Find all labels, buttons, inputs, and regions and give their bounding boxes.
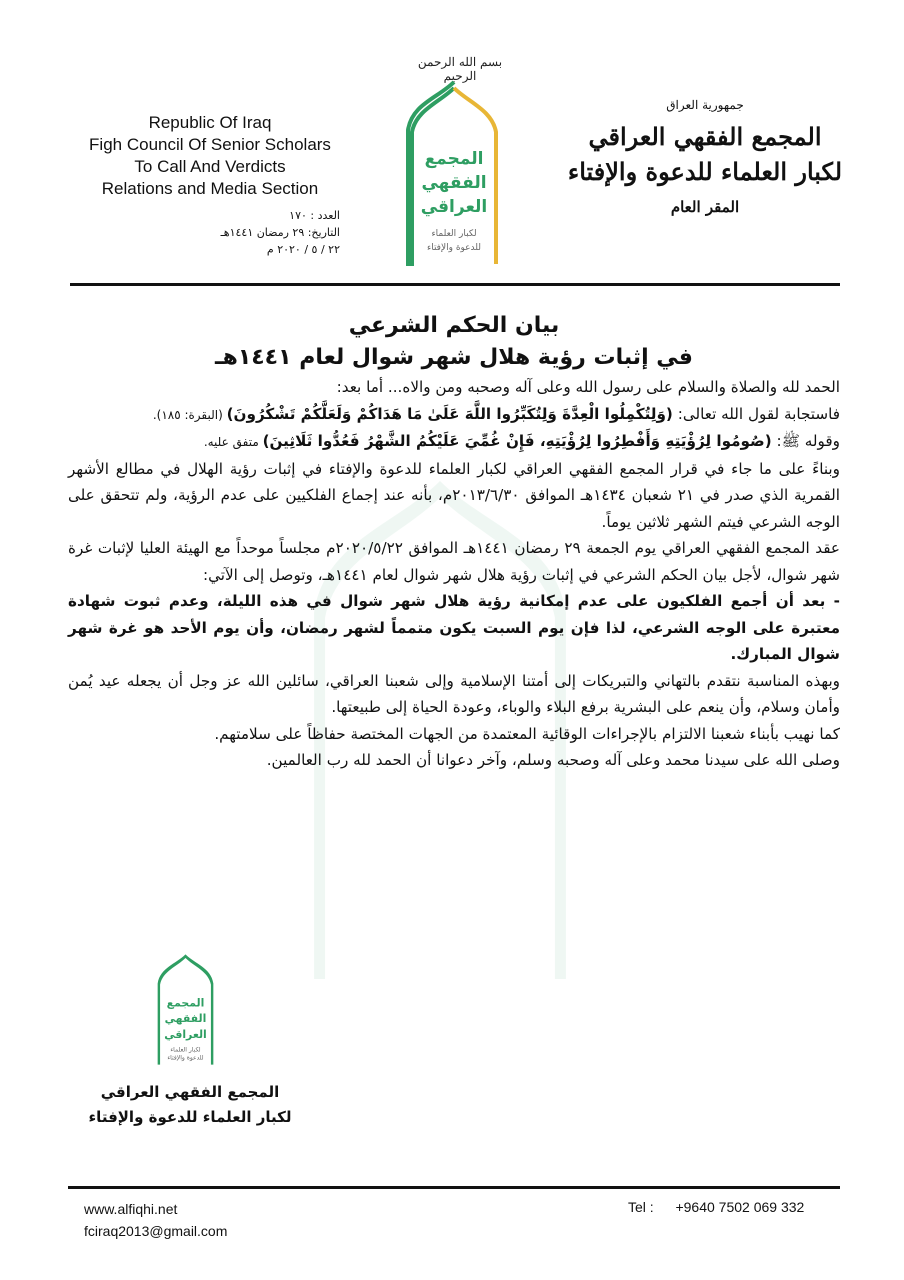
header-line-section: Relations and Media Section xyxy=(101,179,319,198)
arabic-country: جمهورية العراق xyxy=(666,98,744,112)
email-link[interactable]: fciraq2013@gmail.com xyxy=(84,1223,228,1239)
paragraph-decision-basis: وبناءً على ما جاء في قرار المجمع الفقهي العراقي لكبار العلماء للدعوة والإفتاء في إثبات رؤية الهلال في مطالع الأشهر القمرية الذي صدر في ٢١ شعبان ١٤٣٤هـ الموافق ٢٠١٣/٦/٣٠م، بأنه عند إجماع الفلكيين على عدم الرؤية، ولم تتحقق على الوجه الشرعي فيتم الشهر ثلاثين يوماً. xyxy=(68,459,840,531)
website-link[interactable]: www.alfiqhi.net xyxy=(84,1201,178,1217)
ref-date-hijri: التاريخ: ٢٩ رمضان ١٤٤١هـ xyxy=(220,226,340,239)
verse-text: (وَلِتُكْمِلُوا الْعِدَّةَ وَلِتُكَبِّرُوا اللَّهَ عَلَىٰ مَا هَدَاكُمْ وَلَعَلَّكُمْ تَشْكُرُونَ) xyxy=(226,404,673,423)
signature-line1: المجمع الفقهي العراقي xyxy=(100,1083,280,1101)
footer-contacts xyxy=(84,1198,227,1242)
footer-telephone xyxy=(628,1199,804,1215)
paragraph-ruling: - بعد أن أجمع الفلكيون على عدم إمكانية رؤية هلال شهر شوال في هذه الليلة، وعدم ثبوت شهادة معتبرة على الوجه الشرعي، لذا فإن يوم السبت يكون متمماً لشهر رمضان، وأن يوم الأحد هو غرة شهر شوال المبارك. xyxy=(68,592,840,663)
signature-line2: لكبار العلماء للدعوة والإفتاء xyxy=(88,1108,292,1126)
hadith-text: (صُومُوا لِرُؤْيَتِهِ وَأَفْطِرُوا لِرُؤْيَتِهِ، فَإِنْ غُمِّيَ عَلَيْكُمُ الشَّهْرُ فَعُدُّوا ثَلَاثِينَ) xyxy=(262,432,772,450)
hadith-intro: وقوله ﷺ: xyxy=(771,432,840,450)
logo-line1: المجمع xyxy=(424,149,484,169)
paragraph-meeting: عقد المجمع الفقهي العراقي يوم الجمعة ٢٩ رمضان ١٤٤١هـ الموافق ٢٠٢٠/٥/٢٢م مجلساً موحداً مع الهيئة العليا لإثبات غرة شهر شوال، لأجل بيان الحكم الشرعي في إثبات رؤية هلال شهر شوال لعام ١٤٤١هـ، وتوصل إلى الآتي: xyxy=(68,539,840,584)
logo-line2: الفقهي xyxy=(421,173,487,193)
logo2-line1: المجمع xyxy=(166,996,205,1010)
logo-line3: العراقي xyxy=(420,197,488,217)
english-header xyxy=(60,112,360,200)
header-line-country: Republic Of Iraq xyxy=(148,113,272,132)
title-line2: في إثبات رؤية هلال شهر شوال لعام ١٤٤١هـ xyxy=(215,345,693,370)
logo2-line2: الفقهي xyxy=(164,1012,207,1026)
paragraph-opening: الحمد لله والصلاة والسلام على رسول الله وعلى آله وصحبه ومن والاه... أما بعد: xyxy=(336,378,840,396)
logo2-sub2: للدعوة والإفتاء xyxy=(167,1054,204,1062)
verse-intro: فاستجابة لقول الله تعالى: xyxy=(672,404,840,423)
tel-number[interactable]: +9640 7502 069 332 xyxy=(675,1199,805,1215)
paragraph-hadith xyxy=(68,428,840,456)
reference-block xyxy=(190,207,340,258)
logo2-sub1: لكبار العلماء xyxy=(170,1046,201,1054)
verse-ref: (البقرة: ١٨٥). xyxy=(152,407,227,422)
ref-number: العدد : ١٧٠ xyxy=(289,209,340,222)
statement-body xyxy=(68,310,840,774)
paragraph-greetings: وبهذه المناسبة نتقدم بالتهاني والتبريكات إلى أمتنا الإسلامية وإلى شعبنا العراقي، سائلين الله عز وجل أن يجعله عيد يُمن وأمان وسلام، وأن ينعم على البشرية برفع البلاء والوباء، وعودة الحياة إلى طبيعتها. xyxy=(68,671,840,716)
logo-sub1: لكبار العلماء xyxy=(431,229,477,239)
arabic-council-subtitle: لكبار العلماء للدعوة والإفتاء xyxy=(567,157,843,186)
arabic-council-name: المجمع الفقهي العراقي xyxy=(588,122,822,151)
paragraph-verse xyxy=(68,401,840,429)
signature-logo xyxy=(148,952,223,1067)
header-line-call: To Call And Verdicts xyxy=(134,157,286,176)
title-line1: بيان الحكم الشرعي xyxy=(348,313,560,338)
ref-date-gregorian: ٢٢ / ٥ / ٢٠٢٠ م xyxy=(266,243,340,256)
paragraph-closing: وصلى الله على سيدنا محمد وعلى آله وصحبه وسلم، وآخر دعوانا أن الحمد لله رب العالمين. xyxy=(266,751,840,769)
logo-sub2: للدعوة والإفتاء xyxy=(426,243,482,253)
arabic-headquarters: المقر العام xyxy=(670,198,740,216)
basmala: بسم الله الرحمن الرحيم xyxy=(417,55,503,83)
council-logo xyxy=(398,78,510,268)
arabic-header xyxy=(560,98,850,216)
header-divider xyxy=(70,283,840,286)
logo2-line3: العراقي xyxy=(164,1027,207,1041)
hadith-ref: متفق عليه. xyxy=(203,435,263,449)
signature-block xyxy=(70,1080,310,1130)
tel-label: Tel : xyxy=(628,1199,654,1215)
paragraph-precautions: كما نهيب بأبناء شعبنا الالتزام بالإجراءات الوقائية المعتمدة من الجهات المختصة حفاظاً على سلامتهم. xyxy=(214,724,840,743)
header-line-council: Figh Council Of Senior Scholars xyxy=(89,135,331,154)
footer-divider xyxy=(68,1186,840,1189)
